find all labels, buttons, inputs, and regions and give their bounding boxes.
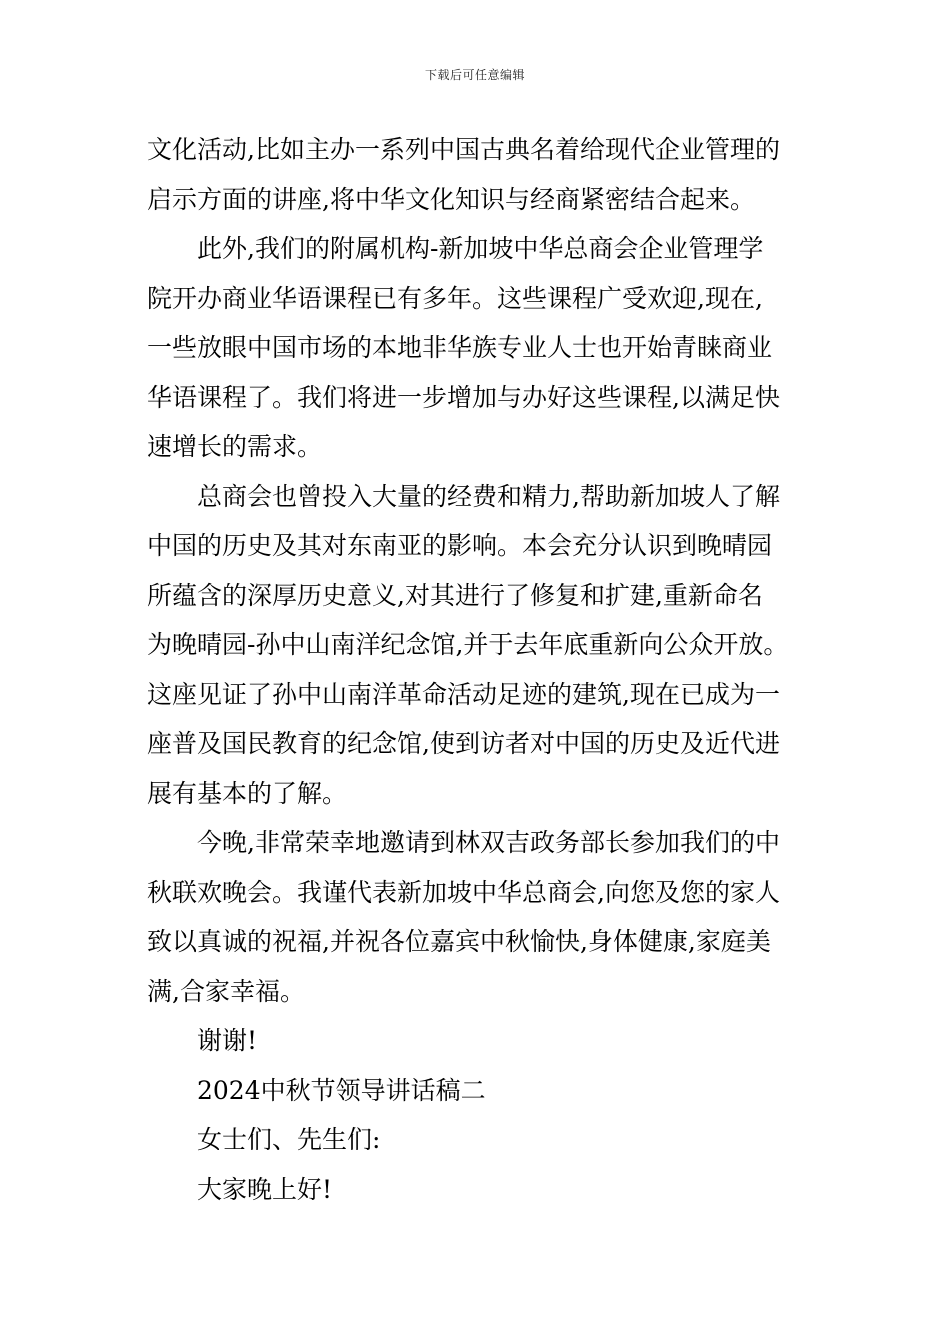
text-line: 总商会也曾投入大量的经费和精力,帮助新加坡人了解 bbox=[197, 481, 780, 511]
paragraph bbox=[147, 1165, 812, 1215]
document-body bbox=[147, 125, 812, 1214]
salutation-line: 女士们、先生们: bbox=[197, 1125, 381, 1154]
text-line: 启示方面的讲座,将中华文化知识与经商紧密结合起来。 bbox=[147, 184, 755, 214]
text-line: 秋联欢晚会。我谨代表新加坡中华总商会,向您及您的家人 bbox=[147, 877, 780, 907]
text-line: 中国的历史及其对东南亚的影响。本会充分认识到晚晴园 bbox=[147, 531, 773, 560]
paragraph bbox=[147, 818, 812, 1016]
text-line: 院开办商业华语课程已有多年。这些课程广受欢迎,现在, bbox=[147, 283, 763, 313]
paragraph bbox=[147, 1066, 812, 1116]
paragraph bbox=[147, 125, 812, 224]
text-line: 一些放眼中国市场的本地非华族专业人士也开始青睐商业 bbox=[147, 333, 773, 362]
paragraph bbox=[147, 1115, 812, 1165]
text-line: 今晚,非常荣幸地邀请到林双吉政务部长参加我们的中 bbox=[197, 828, 780, 857]
text-line: 所蕴含的深厚历史意义,对其进行了修复和扩建,重新命名 bbox=[147, 580, 763, 610]
paragraph bbox=[147, 1016, 812, 1066]
text-line: 这座见证了孙中山南洋革命活动足迹的建筑,现在已成为一 bbox=[147, 679, 780, 709]
text-line: 展有基本的了解。 bbox=[147, 778, 348, 808]
text-line: 文化活动,比如主办一系列中国古典名着给现代企业管理的 bbox=[147, 135, 780, 164]
greeting-line: 大家晚上好! bbox=[197, 1174, 333, 1204]
text-line: 满,合家幸福。 bbox=[147, 976, 305, 1006]
text-line: 座普及国民教育的纪念馆,使到访者对中国的历史及近代进 bbox=[147, 729, 780, 758]
text-line: 致以真诚的祝福,并祝各位嘉宾中秋愉快,身体健康,家庭美 bbox=[147, 927, 771, 956]
paragraph bbox=[147, 224, 812, 472]
text-line: 华语课程了。我们将进一步增加与办好这些课程,以满足快 bbox=[147, 382, 780, 412]
text-line: 速增长的需求。 bbox=[147, 432, 323, 461]
paragraph bbox=[147, 472, 812, 819]
text-line: 此外,我们的附属机构-新加坡中华总商会企业管理学 bbox=[197, 234, 764, 263]
thanks-line: 谢谢! bbox=[197, 1026, 258, 1055]
text-line: 为晚晴园-孙中山南洋纪念馆,并于去年底重新向公众开放。 bbox=[147, 630, 789, 659]
section-title: 2024中秋节领导讲话稿二 bbox=[197, 1075, 486, 1105]
page-header: 下载后可任意编辑 bbox=[424, 68, 525, 82]
